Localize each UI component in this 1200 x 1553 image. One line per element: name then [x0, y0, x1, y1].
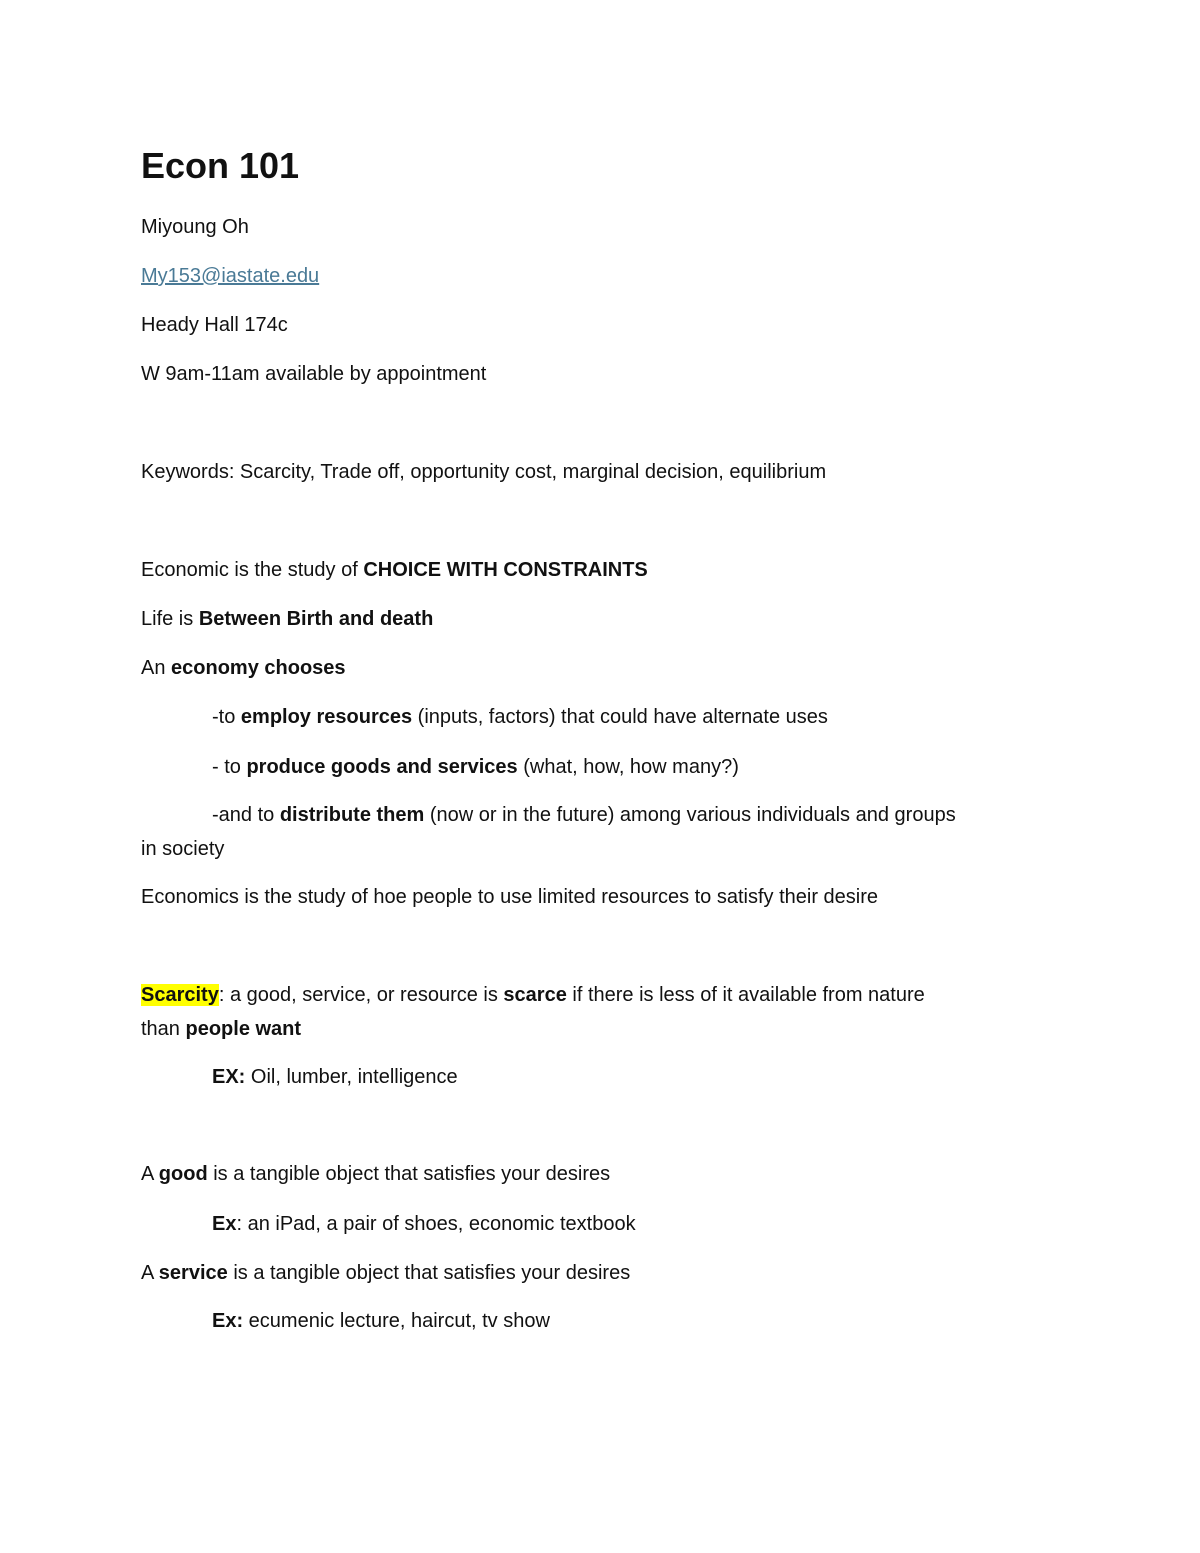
- employ-pre: -to: [212, 706, 241, 728]
- good-pre: A: [141, 1163, 159, 1185]
- good-example: [212, 1207, 636, 1241]
- distribute-bold: distribute them: [279, 804, 425, 826]
- produce-line: [212, 750, 739, 784]
- scarcity-post: if there is less of it available from nature: [566, 984, 925, 1006]
- scarcity-ex-label: EX:: [212, 1066, 246, 1088]
- scarcity-example: [212, 1060, 458, 1094]
- life-line: [141, 602, 433, 636]
- instructor-name: Miyoung Oh: [141, 216, 249, 238]
- economy-pre: An: [141, 657, 172, 679]
- distribute-continuation: in society: [141, 838, 225, 860]
- service-example: [212, 1304, 550, 1338]
- distribute-post: (now or in the future) among various individuals and groups: [424, 804, 956, 826]
- employ-line: [212, 700, 828, 734]
- scarcity-bold: scarce: [503, 984, 567, 1006]
- good-ex-text: : an iPad, a pair of shoes, economic textbook: [236, 1213, 636, 1235]
- employ-post: (inputs, factors) that could have alternate uses: [412, 706, 828, 728]
- keywords-line: Keywords: Scarcity, Trade off, opportunity cost, marginal decision, equilibrium: [141, 461, 827, 483]
- scarcity-line: [141, 978, 925, 1012]
- economy-bold: economy chooses: [171, 657, 346, 679]
- scarcity-ex-text: Oil, lumber, intelligence: [245, 1066, 458, 1088]
- produce-bold: produce goods and services: [246, 756, 518, 778]
- produce-pre: - to: [212, 756, 247, 778]
- good-bold: good: [158, 1163, 208, 1185]
- distribute-line: [212, 798, 956, 832]
- employ-bold: employ resources: [240, 706, 413, 728]
- service-definition: [141, 1256, 630, 1290]
- good-post: is a tangible object that satisfies your desires: [207, 1163, 611, 1185]
- scarcity-mid: : a good, service, or resource is: [218, 984, 504, 1006]
- economics-definition: Economics is the study of hoe people to use limited resources to satisfy their desire: [141, 886, 879, 908]
- economic-definition: [141, 553, 648, 587]
- life-bold: Between Birth and death: [198, 608, 434, 630]
- scarcity-continuation: [141, 1012, 301, 1046]
- service-ex-label: Ex:: [212, 1310, 244, 1332]
- instructor-email-line: [141, 259, 319, 293]
- economy-line: [141, 651, 346, 685]
- scarcity-cont-bold: people want: [185, 1018, 302, 1040]
- office-location: Heady Hall 174c: [141, 314, 288, 336]
- service-ex-text: ecumenic lecture, haircut, tv show: [243, 1310, 550, 1332]
- good-definition: [141, 1157, 610, 1191]
- service-post: is a tangible object that satisfies your desires: [227, 1262, 631, 1284]
- document-title: Econ 101: [141, 145, 300, 186]
- scarcity-term-highlight: Scarcity: [141, 984, 219, 1006]
- economic-bold: CHOICE WITH CONSTRAINTS: [363, 559, 648, 581]
- produce-post: (what, how, how many?): [517, 756, 739, 778]
- good-ex-label: Ex: [212, 1213, 237, 1235]
- life-pre: Life is: [141, 608, 199, 630]
- economic-pre: Economic is the study of: [141, 559, 364, 581]
- scarcity-cont-pre: than: [141, 1018, 186, 1040]
- email-link[interactable]: My153@iastate.edu: [141, 265, 320, 287]
- service-pre: A: [141, 1262, 159, 1284]
- office-hours: W 9am-11am available by appointment: [141, 363, 487, 385]
- service-bold: service: [158, 1262, 228, 1284]
- distribute-pre: -and to: [212, 804, 280, 826]
